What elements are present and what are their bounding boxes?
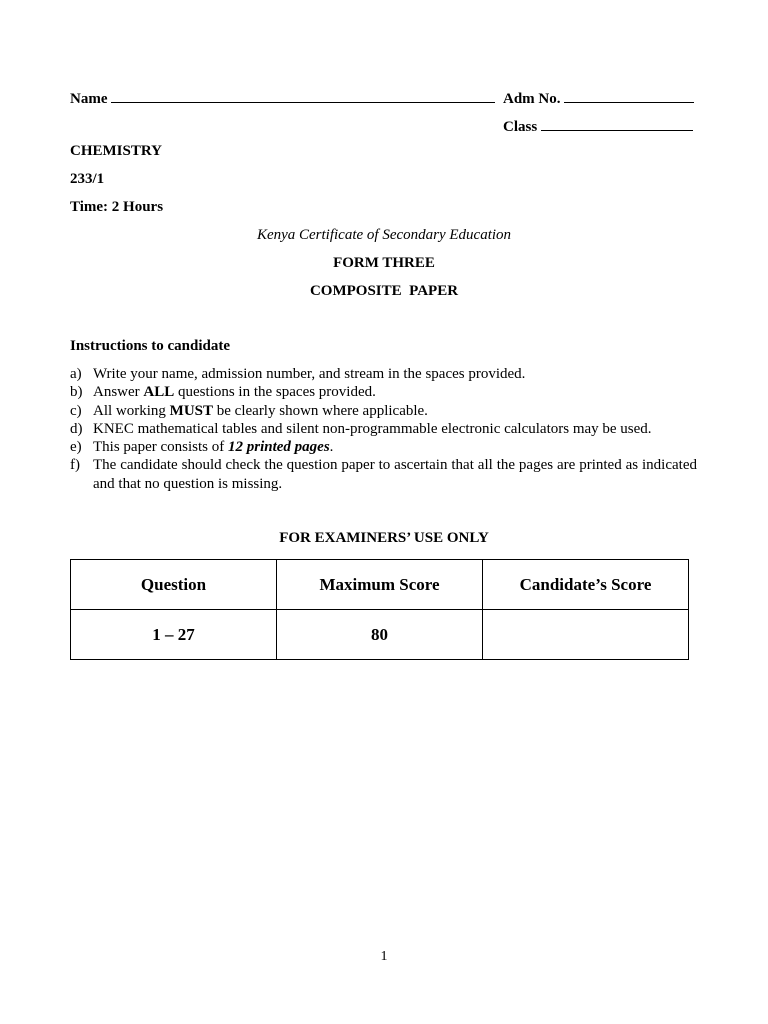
instruction-marker: f)	[70, 457, 80, 474]
paper-code: 233/1	[70, 171, 105, 187]
exam-body: Kenya Certificate of Secondary Education	[256, 227, 512, 243]
table-row	[71, 610, 689, 660]
instruction-text: Answer	[93, 384, 144, 401]
cell-maximum-score: 80	[277, 610, 483, 660]
form-level: FORM THREE	[333, 255, 435, 271]
instruction-text: .	[329, 439, 334, 456]
page-number: 1	[380, 949, 388, 964]
column-header-maximum-score: Maximum Score	[277, 560, 483, 610]
cell-question-range: 1 – 27	[71, 610, 277, 660]
name-blank[interactable]	[111, 88, 495, 103]
examiners-score-table	[70, 559, 689, 660]
instruction-text: This paper consists of	[93, 439, 228, 456]
instruction-item	[70, 420, 697, 438]
column-header-candidate-score: Candidate’s Score	[483, 560, 689, 610]
instruction-marker: a)	[70, 366, 82, 382]
adm-label: Adm No.	[503, 91, 561, 107]
instructions-list	[70, 365, 697, 493]
instruction-text: All working	[93, 402, 170, 419]
instruction-marker: b)	[70, 384, 83, 401]
class-label: Class	[503, 119, 538, 135]
instruction-emphasis: MUST	[169, 402, 214, 419]
instruction-marker: d)	[70, 420, 83, 437]
name-field-row	[70, 88, 495, 108]
exam-time: Time: 2 Hours	[70, 199, 164, 215]
instruction-text: The candidate should check the question paper to ascertain that all the pages are printed as indicated and that no question is missing.	[93, 457, 697, 492]
column-header-question: Question	[71, 560, 277, 610]
cell-candidate-score[interactable]	[483, 610, 689, 660]
instruction-marker: c)	[70, 402, 82, 419]
examiners-heading: FOR EXAMINERS’ USE ONLY	[279, 530, 489, 546]
adm-field-row	[503, 88, 694, 108]
instruction-text: KNEC mathematical tables and silent non-programmable electronic calculators may be used.	[93, 420, 652, 437]
instruction-text: Write your name, admission number, and stream in the spaces provided.	[93, 366, 526, 382]
instruction-text: questions in the spaces provided.	[174, 384, 376, 401]
instruction-item	[70, 438, 697, 456]
instruction-text: be clearly shown where applicable.	[213, 402, 428, 419]
subject-title: CHEMISTRY	[70, 143, 162, 159]
instruction-item	[70, 365, 697, 383]
name-label: Name	[70, 91, 108, 107]
instruction-item	[70, 383, 697, 401]
class-field-row	[503, 116, 693, 136]
instruction-marker: e)	[70, 439, 82, 456]
class-blank[interactable]	[541, 116, 693, 131]
instruction-emphasis: ALL	[143, 384, 175, 401]
table-header-row	[71, 560, 689, 610]
adm-blank[interactable]	[564, 88, 694, 103]
instruction-item	[70, 456, 697, 493]
instruction-emphasis: 12 printed pages	[227, 439, 330, 456]
paper-title: COMPOSITE PAPER	[309, 283, 459, 299]
instructions-heading: Instructions to candidate	[70, 338, 231, 354]
instruction-item	[70, 402, 697, 420]
